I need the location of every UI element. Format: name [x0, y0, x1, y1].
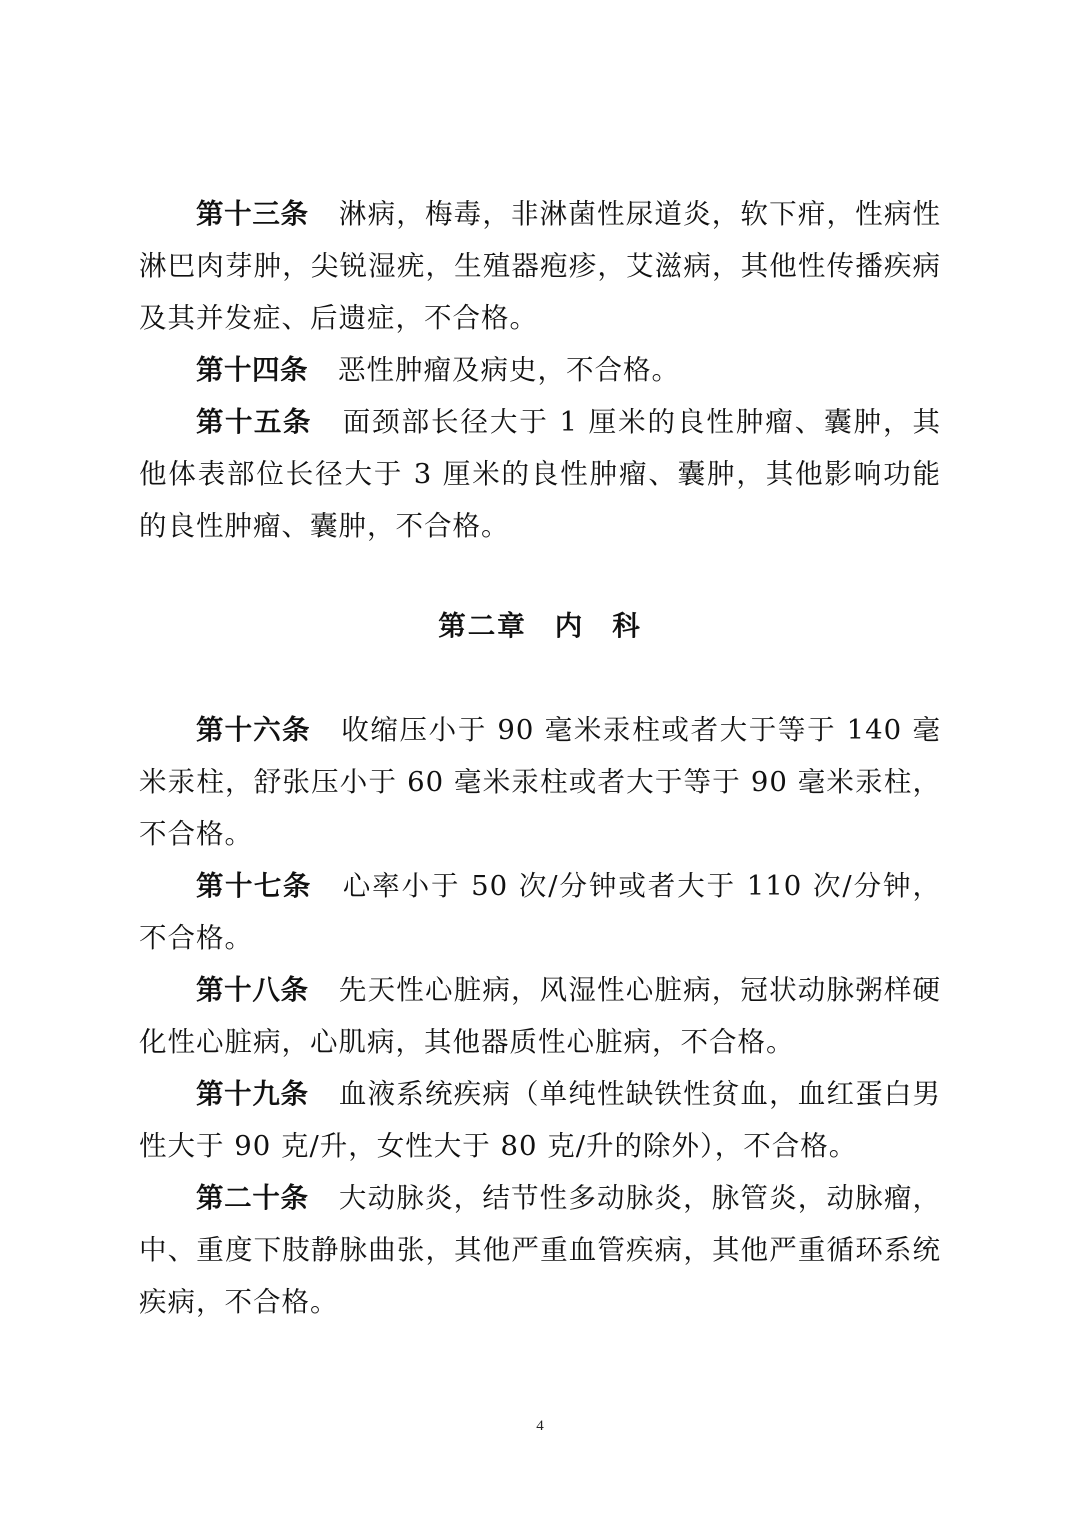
article-18 [139, 964, 941, 1068]
article-text: 大动脉炎，结节性多动脉炎，脉管炎，动脉瘤，中、重度下肢静脉曲张，其他严重血管疾病，其他严重循环系统疾病，不合格。 [139, 1182, 942, 1318]
article-number: 第十八条 [196, 974, 309, 1006]
article-text: 面颈部长径大于 1 厘米的良性肿瘤、囊肿，其他体表部位长径大于 3 厘米的良性肿瘤、囊肿，其他影响功能的良性肿瘤、囊肿，不合格。 [139, 406, 941, 542]
article-number: 第十五条 [196, 406, 312, 438]
article-number: 第二十条 [196, 1182, 309, 1214]
article-text: 血液系统疾病（单纯性缺铁性贫血，血红蛋白男性大于 90 克/升，女性大于 80 克/升的除外），不合格。 [139, 1078, 942, 1162]
document-page [139, 188, 941, 1328]
page-number: 4 [536, 1418, 544, 1434]
article-text: 恶性肿瘤及病史，不合格。 [338, 354, 680, 386]
chapter-title-char-1: 内 [554, 610, 585, 642]
article-text: 心率小于 50 次/分钟或者大于 110 次/分钟，不合格。 [139, 870, 941, 954]
article-19 [139, 1068, 941, 1172]
article-number: 第十七条 [196, 870, 312, 902]
chapter-heading [139, 600, 941, 652]
article-20 [139, 1172, 941, 1328]
article-16 [139, 704, 941, 860]
chapter-title-char-2: 科 [612, 610, 642, 642]
article-17 [139, 860, 941, 964]
article-13 [139, 188, 941, 344]
article-number: 第十四条 [196, 354, 308, 386]
article-text: 收缩压小于 90 毫米汞柱或者大于等于 140 毫米汞柱，舒张压小于 60 毫米汞柱或者大于等于 90 毫米汞柱，不合格。 [139, 714, 941, 850]
article-text: 先天性心脏病，风湿性心脏病，冠状动脉粥样硬化性心脏病，心肌病，其他器质性心脏病，不合格。 [139, 974, 942, 1058]
article-number: 第十九条 [196, 1078, 309, 1110]
article-15 [139, 396, 941, 552]
chapter-number: 第二章 [438, 610, 527, 642]
article-14 [139, 344, 941, 396]
article-number: 第十三条 [196, 198, 309, 230]
article-text: 淋病，梅毒，非淋菌性尿道炎，软下疳，性病性淋巴肉芽肿，尖锐湿疣，生殖器疱疹，艾滋病，其他性传播疾病及其并发症、后遗症，不合格。 [139, 198, 942, 334]
article-number: 第十六条 [196, 714, 311, 746]
